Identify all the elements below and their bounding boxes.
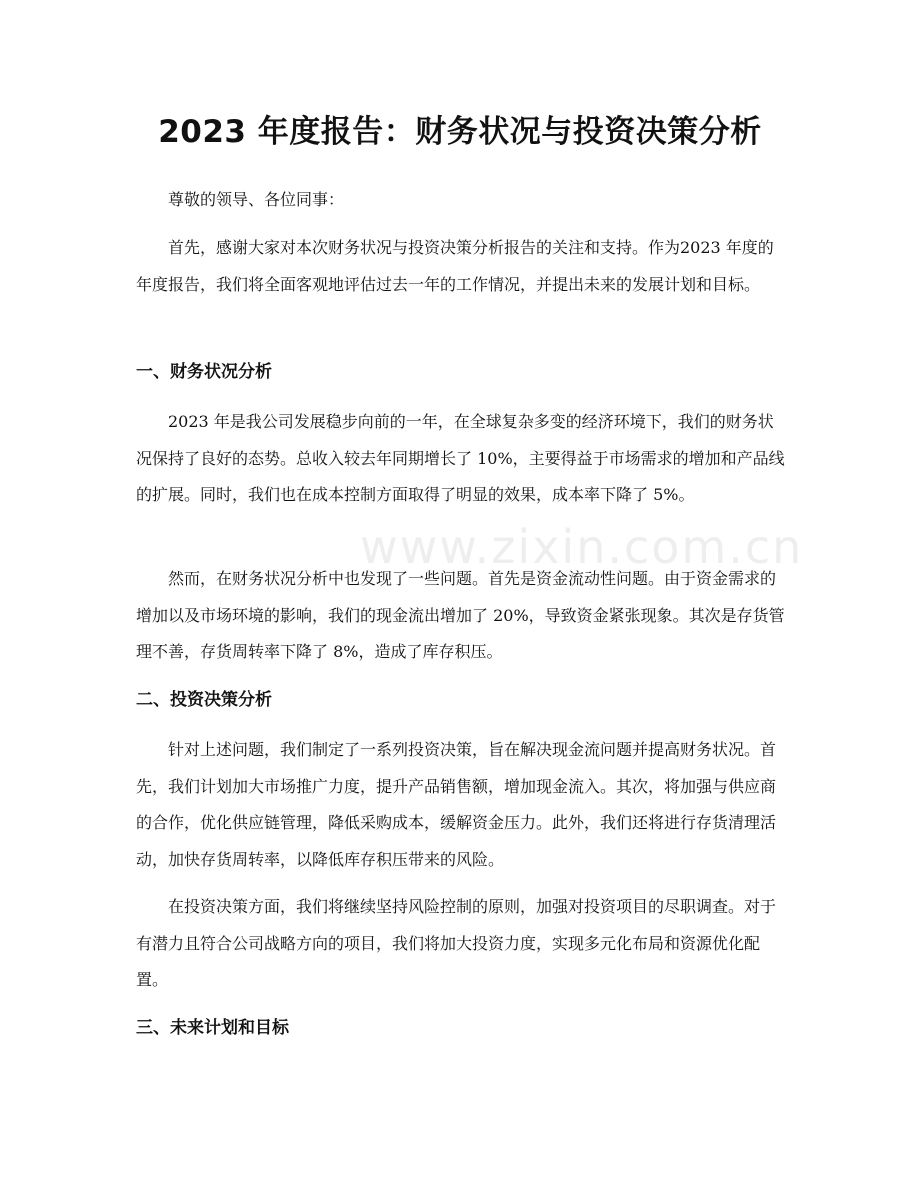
section-heading-financial-status: 一、财务状况分析 bbox=[136, 362, 272, 382]
document-title: 2023 年度报告：财务状况与投资决策分析 bbox=[158, 114, 762, 150]
investment-decision-paragraph-2: 在投资决策方面，我们将继续坚持风险控制的原则，加强对投资项目的尽职调查。对于有潜力且符合公司战略方向的项目，我们将加大投资力度，实现多元化布局和资源优化配置。 bbox=[136, 897, 777, 989]
financial-status-paragraph-1: 2023 年是我公司发展稳步向前的一年，在全球复杂多变的经济环境下，我们的财务状况保持了良好的态势。总收入较去年同期增长了 10%，主要得益于市场需求的增加和产品线的扩展。同时，我们也在成本控制方面取得了明显的效果，成本率下降了 5%。 bbox=[136, 412, 785, 504]
intro-paragraph: 首先，感谢大家对本次财务状况与投资决策分析报告的关注和支持。作为2023 年度的年度报告，我们将全面客观地评估过去一年的工作情况，并提出未来的发展计划和目标。 bbox=[136, 238, 774, 294]
salutation: 尊敬的领导、各位同事： bbox=[168, 190, 345, 209]
watermark: www.zixin.com.cn bbox=[360, 520, 804, 574]
section-heading-investment-decision: 二、投资决策分析 bbox=[136, 690, 272, 710]
financial-status-paragraph-2: 然而，在财务状况分析中也发现了一些问题。首先是资金流动性问题。由于资金需求的增加以及市场环境的影响，我们的现金流出增加了 20%，导致资金紧张现象。其次是存货管理不善，存货周转率下降了 8%，造成了库存积压。 bbox=[136, 569, 785, 661]
investment-decision-paragraph-1: 针对上述问题，我们制定了一系列投资决策，旨在解决现金流问题并提高财务状况。首先，我们计划加大市场推广力度，提升产品销售额，增加现金流入。其次，将加强与供应商的合作，优化供应链管理，降低采购成本，缓解资金压力。此外，我们还将进行存货清理活动，加快存货周转率，以降低库存积压带来的风险。 bbox=[136, 740, 777, 869]
section-heading-future-plans: 三、未来计划和目标 bbox=[136, 1018, 289, 1038]
